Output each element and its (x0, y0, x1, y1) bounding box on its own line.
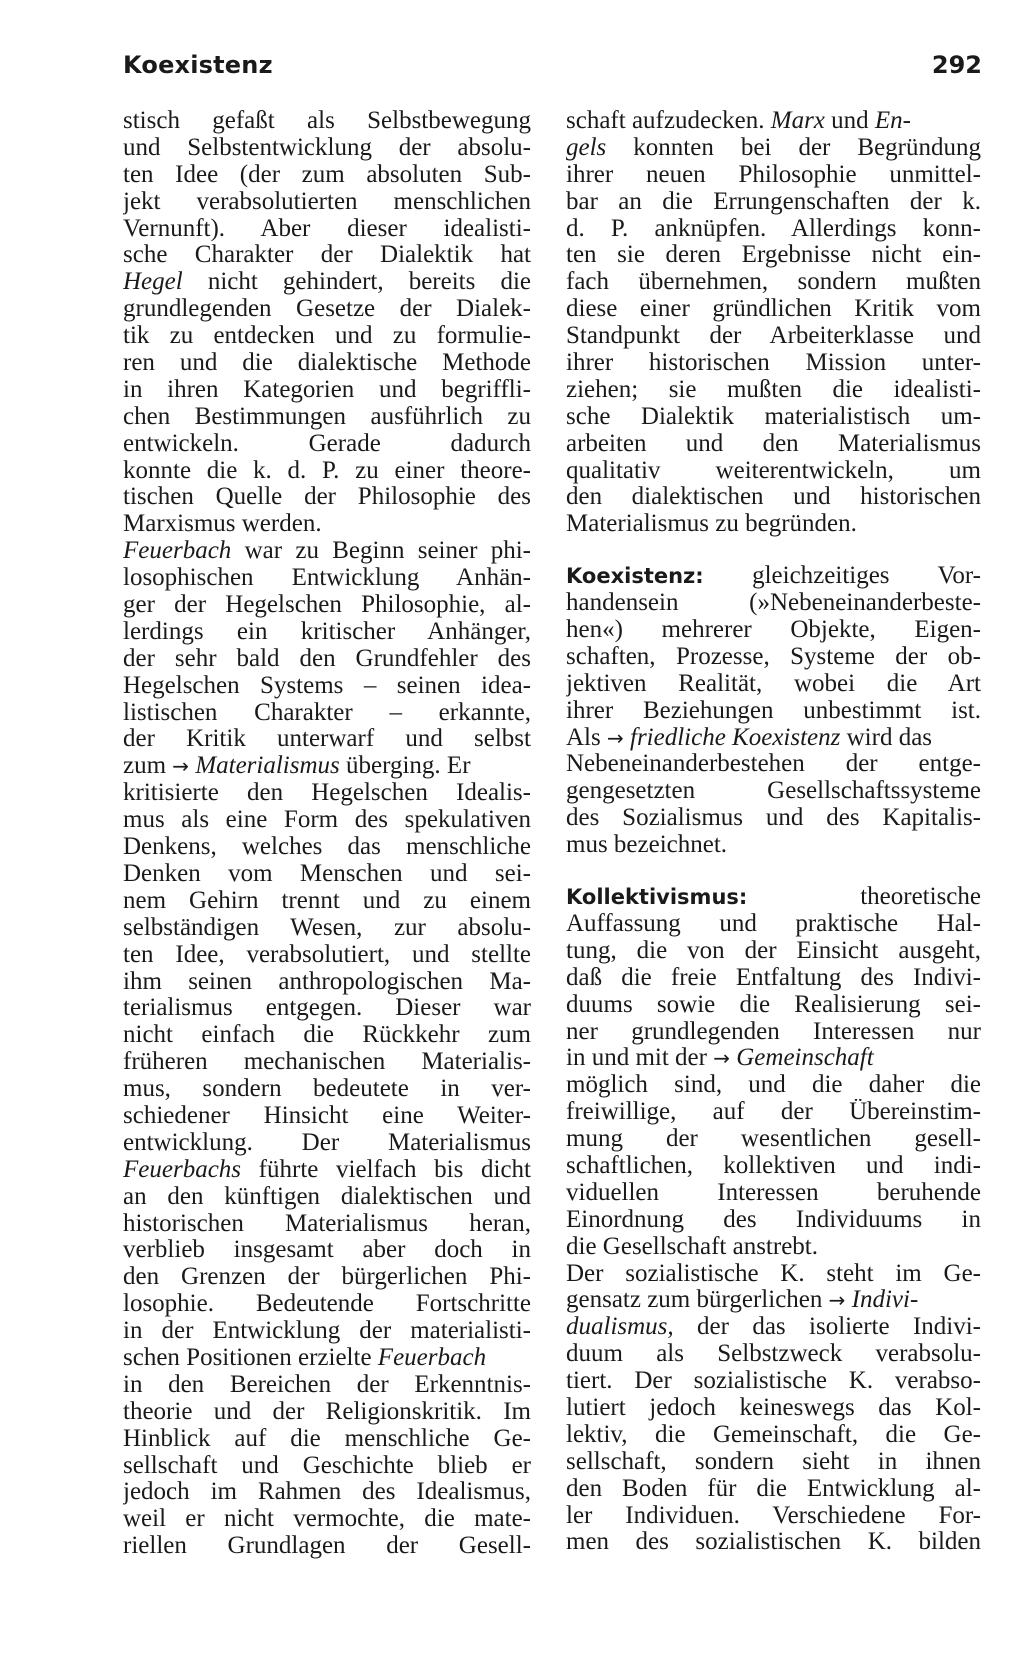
text-line: Auffassung und praktische Hal- (566, 910, 981, 937)
text-line: terialismus entgegen. Dieser war (123, 995, 531, 1022)
text-line: lerdings ein kritischer Anhänger, (123, 618, 531, 645)
cross-reference-link[interactable]: friedliche Koexistenz (623, 724, 841, 751)
entry-separator (566, 859, 981, 884)
entry-headword: Koexistenz: (566, 564, 704, 589)
text-line: sche Dialektik materialistisch um- (566, 403, 981, 430)
text-line: qualitativ weiterentwickeln, um (566, 457, 981, 484)
text-line: schiedener Hinsicht eine Weiter- (123, 1102, 531, 1129)
text-line: losophischen Entwicklung Anhän- (123, 565, 531, 592)
text-line: Feuerbach war zu Beginn seiner phi- (123, 538, 531, 565)
text-line: in der Entwicklung der materialisti- (123, 1318, 531, 1345)
text-line: in und mit der → Gemeinschaft (566, 1045, 874, 1072)
text-line: handensein (»Nebeneinanderbeste- (566, 590, 981, 617)
page-number: 292 (931, 51, 982, 79)
text-line: mus als eine Form des spekulativen (123, 807, 531, 834)
text-line: ler Individuen. Verschiedene For- (566, 1502, 981, 1529)
text-line: mus bezeichnet. (566, 832, 728, 859)
text-line: ihrer neuen Philosophie unmittel- (566, 161, 981, 188)
text-line: in ihren Kategorien und begriffli- (123, 376, 531, 403)
person-name: Marx (770, 108, 825, 134)
text-line: duum als Selbstzweck verabsolu- (566, 1341, 981, 1368)
text-line: der Kritik unterwarf und selbst (123, 726, 531, 753)
text-line: ger der Hegelschen Philosophie, al- (123, 592, 531, 619)
text-line: hen«) mehrerer Objekte, Eigen- (566, 617, 981, 644)
text-line: lektiv, die Gemeinschaft, die Ge- (566, 1421, 981, 1448)
text-line: freiwillige, auf der Übereinstim- (566, 1099, 981, 1126)
text-line: viduellen Interessen beruhende (566, 1179, 981, 1206)
text-line: theorie und der Religionskritik. Im (123, 1398, 531, 1425)
text-line: Hegel nicht gehindert, bereits die (123, 269, 531, 296)
text-line: gensatz zum bürgerlichen → Indivi- (566, 1287, 919, 1314)
text-line: Materialismus zu begründen. (566, 511, 857, 538)
text-line: schaften, Prozesse, Systeme der ob- (566, 643, 981, 670)
arrow-right-icon: → (828, 1288, 846, 1313)
text-line: mung der wesentlichen gesell- (566, 1126, 981, 1153)
text-line: ten Idee, verabsolutiert, und stellte (123, 941, 531, 968)
text-line: Einordnung des Individuums in (566, 1206, 981, 1233)
text-line: möglich sind, und die daher die (566, 1072, 981, 1099)
text-line: grundlegenden Gesetze der Dialek- (123, 296, 531, 323)
text-line: Nebeneinanderbestehen der entge- (566, 751, 981, 778)
text-line: Feuerbachs führte vielfach bis dicht (123, 1156, 531, 1183)
text-line: bar an die Errungenschaften der k. (566, 188, 981, 215)
text-line: konnte die k. d. P. zu einer theore- (123, 457, 531, 484)
text-line: den Boden für die Entwicklung al- (566, 1475, 981, 1502)
text-line: tung, die von der Einsicht ausgeht, (566, 937, 981, 964)
arrow-right-icon: → (713, 1046, 730, 1071)
text-line: Standpunkt der Arbeiterklasse und (566, 323, 981, 350)
text-line: in den Bereichen der Erkenntnis- (123, 1371, 531, 1398)
text-line: riellen Grundlagen der Gesell- (123, 1533, 531, 1560)
text-line: ner grundlegenden Interessen nur (566, 1018, 981, 1045)
text-line: tik zu entdecken und zu formulie- (123, 323, 531, 350)
text-line: ren und die dialektische Methode (123, 350, 531, 377)
left-column (123, 108, 531, 1560)
text-line: Denken vom Menschen und sei- (123, 860, 531, 887)
text-line: weil er nicht vermochte, die mate- (123, 1506, 531, 1533)
entry-kollektivismus: Kollektivismus: theoretische (566, 884, 981, 911)
text-line: ihrer historischen Mission unter- (566, 350, 981, 377)
text-line: gels konnten bei der Begründung (566, 134, 981, 161)
text-line: entwicklung. Der Materialismus (123, 1129, 531, 1156)
cross-reference-link[interactable]: Gemeinschaft (729, 1045, 874, 1072)
text-line: nicht einfach die Rückkehr zum (123, 1022, 531, 1049)
text-line: früheren mechanischen Materialis- (123, 1049, 531, 1076)
text-line: ihm seinen anthropologischen Ma- (123, 968, 531, 995)
text-line: entwickeln. Gerade dadurch (123, 430, 531, 457)
person-name: Feuerbachs (123, 1156, 242, 1183)
text-line: Marxismus werden. (123, 511, 322, 538)
text-line: ihrer Beziehungen unbestimmt ist. (566, 697, 981, 724)
text-line: nem Gehirn trennt und zu einem (123, 887, 531, 914)
running-headword: Koexistenz (123, 51, 273, 79)
text-line: jektiven Realität, wobei die Art (566, 670, 981, 697)
arrow-right-icon: → (606, 725, 624, 750)
entry-headword: Kollektivismus: (566, 885, 748, 910)
text-line: sche Charakter der Dialektik hat (123, 242, 531, 269)
text-line: listischen Charakter – erkannte, (123, 699, 531, 726)
person-name: Feuerbach (377, 1344, 487, 1371)
text-line: die Gesellschaft anstrebt. (566, 1233, 818, 1260)
text-line: historischen Materialismus heran, (123, 1210, 531, 1237)
text-line: jedoch im Rahmen des Idealismus, (123, 1479, 531, 1506)
cross-reference-link[interactable]: dualismus, (566, 1314, 674, 1341)
text-line: selbständigen Wesen, zur absolu- (123, 914, 531, 941)
text-line: Hinblick auf die menschliche Ge- (123, 1425, 531, 1452)
text-line: men des sozialistischen K. bilden (566, 1529, 981, 1556)
person-name: Hegel (123, 269, 183, 296)
text-line: Vernunft). Aber dieser idealisti- (123, 215, 531, 242)
entry-koexistenz: Koexistenz: gleichzeitiges Vor- (566, 563, 981, 590)
text-line: an den künftigen dialektischen und (123, 1183, 531, 1210)
text-line: Hegelschen Systems – seinen idea- (123, 672, 531, 699)
text-line: kritisierte den Hegelschen Idealis- (123, 780, 531, 807)
text-line: gengesetzten Gesellschaftssysteme (566, 778, 981, 805)
text-line: der sehr bald den Grundfehler des (123, 645, 531, 672)
text-line: Der sozialistische K. steht im Ge- (566, 1260, 981, 1287)
text-line: fach übernehmen, sondern mußten (566, 269, 981, 296)
text-line: verblieb insgesamt aber doch in (123, 1237, 531, 1264)
text-line: d. P. anknüpfen. Allerdings konn- (566, 215, 981, 242)
text-line: dualismus, der das isolierte Indivi- (566, 1314, 981, 1341)
text-line: den dialektischen und historischen (566, 484, 981, 511)
text-line: jekt verabsolutierten menschlichen (123, 188, 531, 215)
person-name: En- (874, 108, 912, 134)
text-line: ten sie deren Ergebnisse nicht ein- (566, 242, 981, 269)
text-line: ziehen; sie mußten die idealisti- (566, 376, 981, 403)
text-line: tiert. Der sozialistische K. verabso- (566, 1368, 981, 1395)
text-line: Als → friedliche Koexistenz wird das (566, 724, 933, 751)
text-line: daß die freie Entfaltung des Indivi- (566, 964, 981, 991)
text-line: tischen Quelle der Philosophie des (123, 484, 531, 511)
person-name: gels (566, 134, 607, 161)
text-line: Denkens, welches das menschliche (123, 834, 531, 861)
text-line: des Sozialismus und des Kapitalis- (566, 805, 981, 832)
text-line: mus, sondern bedeutete in ver- (123, 1076, 531, 1103)
text-line: chen Bestimmungen ausführlich zu (123, 403, 531, 430)
text-line: diese einer gründlichen Kritik vom (566, 296, 981, 323)
right-column (566, 108, 981, 1556)
text-line: schen Positionen erzielte Feuerbach (123, 1344, 487, 1371)
text-line: schaft aufzudecken. Marx und En- (566, 108, 912, 134)
text-line: arbeiten und den Materialismus (566, 430, 981, 457)
text-line: stisch gefaßt als Selbstbewegung (123, 108, 531, 134)
text-line: den Grenzen der bürgerlichen Phi- (123, 1264, 531, 1291)
arrow-right-icon: → (172, 754, 190, 779)
text-line: sellschaft und Geschichte blieb er (123, 1452, 531, 1479)
text-line: und Selbstentwicklung der absolu- (123, 134, 531, 161)
text-line: zum → Materialismus überging. Er (123, 753, 471, 780)
text-line: duums sowie die Realisierung sei- (566, 991, 981, 1018)
person-name: Feuerbach (123, 538, 232, 565)
cross-reference-link[interactable]: Indivi- (845, 1287, 919, 1314)
text-line: schaftlichen, kollektiven und indi- (566, 1152, 981, 1179)
text-line: lutiert jedoch keineswegs das Kol- (566, 1394, 981, 1421)
text-line: ten Idee (der zum absoluten Sub- (123, 161, 531, 188)
text-line: losophie. Bedeutende Fortschritte (123, 1291, 531, 1318)
cross-reference-link[interactable]: Materialismus (195, 753, 340, 780)
entry-separator (566, 538, 981, 563)
text-line: sellschaft, sondern sieht in ihnen (566, 1448, 981, 1475)
